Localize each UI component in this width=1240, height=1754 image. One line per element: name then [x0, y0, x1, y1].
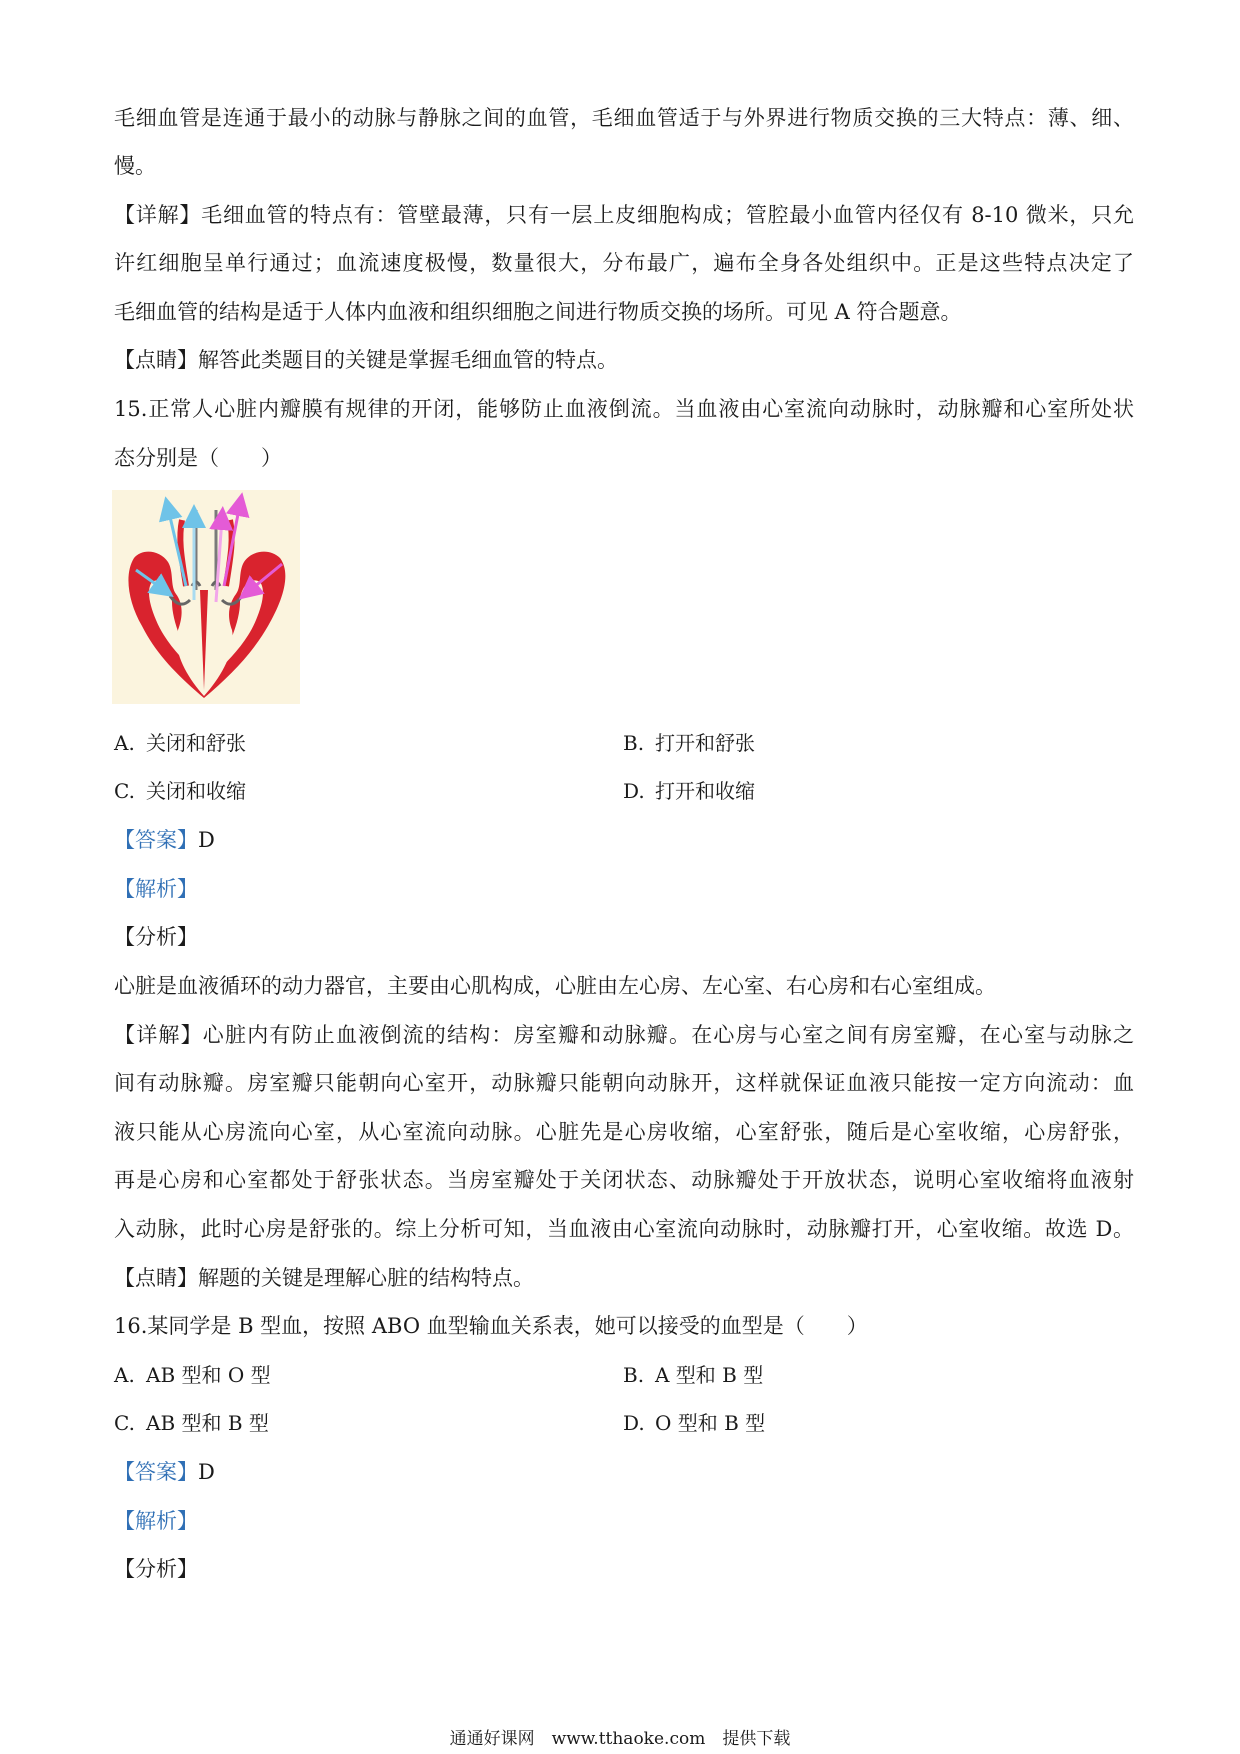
detail-paragraph: 【详解】心脏内有防止血液倒流的结构：房室瓣和动脉瓣。在心房与心室之间有房室瓣，在心室与动脉之 [114, 1023, 1134, 1047]
text-line: 液只能从心房流向心室，从心室流向动脉。心脏先是心房收缩，心室舒张，随后是心室收缩，心房舒张， [114, 1120, 1134, 1144]
option-text: 打开和舒张 [655, 731, 755, 755]
text-line: 心脏是血液循环的动力器官，主要由心肌构成，心脏由左心房、左心室、右心房和右心室组成。 [114, 974, 996, 998]
q16-option-d [623, 1408, 765, 1438]
q16-fenxi-label: 【分析】 [114, 1557, 198, 1581]
option-text: 关闭和收缩 [146, 779, 246, 803]
q16-option-a [114, 1360, 271, 1390]
q15-fenxi-label: 【分析】 [114, 925, 198, 949]
q15-option-c [114, 776, 246, 806]
option-text: AB 型和 B 型 [146, 1411, 269, 1435]
option-letter: A. [114, 731, 135, 755]
text-line: 许红细胞呈单行通过；血流速度极慢，数量很大，分布最广，遍布全身各处组织中。正是这些特点决定了 [114, 251, 1134, 275]
question-15-stem: 15.正常人心脏内瓣膜有规律的开闭，能够防止血液倒流。当血液由心室流向动脉时，动脉瓣和心室所处状 [114, 397, 1134, 421]
text-line: 毛细血管是连通于最小的动脉与静脉之间的血管，毛细血管适于与外界进行物质交换的三大特点：薄、细、 [114, 106, 1134, 130]
detail-paragraph: 【详解】毛细血管的特点有：管壁最薄，只有一层上皮细胞构成；管腔最小血管内径仅有 8-10 微米，只允 [114, 203, 1134, 227]
page-footer: 通通好课网 www.tthaoke.com 提供下载 [449, 1729, 791, 1749]
text-line: 慢。 [114, 154, 156, 178]
key-point: 【点睛】解题的关键是理解心脏的结构特点。 [114, 1266, 534, 1290]
option-text: O 型和 B 型 [655, 1411, 766, 1435]
option-letter: C. [114, 779, 135, 803]
option-text: AB 型和 O 型 [146, 1363, 271, 1387]
answer-label: 【答案】 [114, 1460, 198, 1484]
option-letter: A. [114, 1363, 135, 1387]
option-letter: D. [623, 1411, 645, 1435]
option-text: A 型和 B 型 [655, 1363, 764, 1387]
option-letter: B. [623, 1363, 645, 1387]
q16-answer [114, 1457, 1134, 1487]
answer-value: D [198, 1460, 215, 1484]
option-letter: C. [114, 1411, 135, 1435]
text-line: 毛细血管的结构是适于人体内血液和组织细胞之间进行物质交换的场所。可见 A 符合题意。 [114, 300, 962, 324]
q16-analysis-label: 【解析】 [114, 1509, 198, 1533]
q15-answer [114, 825, 1134, 855]
option-text: 关闭和舒张 [146, 731, 246, 755]
q15-option-d [623, 776, 755, 806]
answer-value: D [198, 828, 215, 852]
key-point: 【点睛】解答此类题目的关键是掌握毛细血管的特点。 [114, 348, 618, 372]
text-line: 间有动脉瓣。房室瓣只能朝向心室开，动脉瓣只能朝向动脉开，这样就保证血液只能按一定方向流动：血 [114, 1071, 1134, 1095]
answer-label: 【答案】 [114, 828, 198, 852]
q15-option-a [114, 728, 246, 758]
option-letter: D. [623, 779, 645, 803]
option-letter: B. [623, 731, 645, 755]
q16-option-c [114, 1408, 269, 1438]
q15-analysis-label: 【解析】 [114, 877, 198, 901]
heart-illustration [112, 490, 300, 704]
text-line: 再是心房和心室都处于舒张状态。当房室瓣处于关闭状态、动脉瓣处于开放状态，说明心室收缩将血液射 [114, 1168, 1134, 1192]
q15-option-b [623, 728, 755, 758]
heart-diagram [112, 490, 300, 704]
question-15-stem-cont: 态分别是（ ） [114, 446, 282, 470]
text-line: 入动脉，此时心房是舒张的。综上分析可知，当血液由心室流向动脉时，动脉瓣打开，心室收缩。故选 D。 [114, 1217, 1134, 1241]
option-text: 打开和收缩 [655, 779, 755, 803]
question-16-stem: 16.某同学是 B 型血，按照 ABO 血型输血关系表，她可以接受的血型是（ ） [114, 1314, 868, 1338]
q16-option-b [623, 1360, 763, 1390]
